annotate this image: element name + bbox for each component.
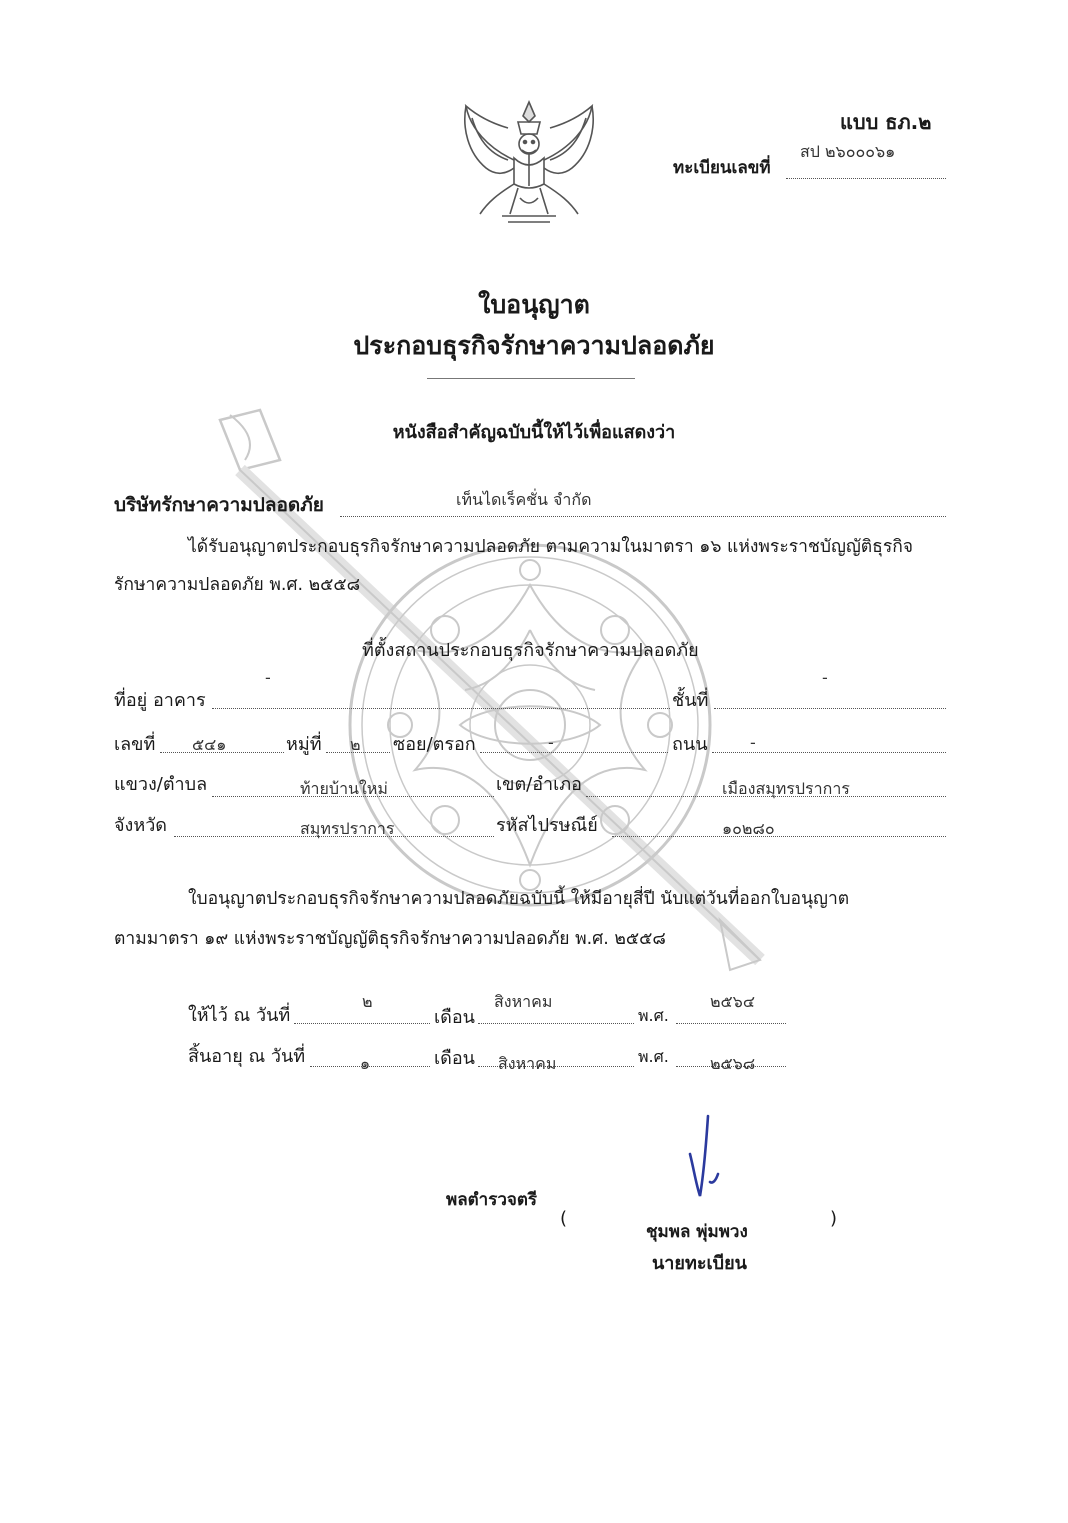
validity-paragraph-line-1: ใบอนุญาตประกอบธุรกิจรักษาความปลอดภัยฉบับนี้ ให้มีอายุสี่ปี นับแต่วันที่ออกใบอนุญาต [188,889,850,909]
registration-label: ทะเบียนเลขที่ [673,158,771,178]
expiry-month: สิงหาคม [498,1054,557,1073]
number-label: เลขที่ [114,734,156,755]
expiry-label: สิ้นอายุ ณ วันที่ [188,1046,306,1067]
issued-month-label: เดือน [434,1007,475,1028]
district-label: เขต/อำเภอ [496,774,582,795]
signer-paren-open: ( [560,1208,568,1229]
signer-rank: พลตำรวจตรี [446,1190,538,1210]
company-label: บริษัทรักษาความปลอดภัย [114,494,324,516]
postal-value: ๑๐๒๘๐ [722,819,775,838]
subdistrict-value: ท้ายบ้านใหม่ [300,779,388,798]
document-subtitle: หนังสือสำคัญฉบับนี้ให้ไว้เพื่อแสดงว่า [392,422,676,443]
signature-mark [680,1110,730,1202]
soi-dotted-line [480,752,668,753]
signer-paren-close: ) [830,1208,838,1229]
issued-month-dotted-line [478,1023,634,1024]
soi-label: ซอย/ตรอก [393,734,476,755]
location-heading: ที่ตั้งสถานประกอบธุรกิจรักษาความปลอดภัย [362,640,699,661]
road-value: - [750,733,756,752]
grant-paragraph-line-1: ได้รับอนุญาตประกอบธุรกิจรักษาความปลอดภัย ตามความในมาตรา ๑๖ แห่งพระราชบัญญัติธุรกิจ [188,537,914,557]
moo-value: ๒ [350,735,361,754]
issued-year: ๒๕๖๔ [710,992,755,1011]
building-dotted-line [212,708,670,709]
grant-paragraph-line-2: รักษาความปลอดภัย พ.ศ. ๒๕๕๘ [114,575,361,595]
document-title: ใบอนุญาต [478,290,590,319]
issued-year-label: พ.ศ. [638,1006,669,1025]
building-label: ที่อยู่ อาคาร [114,690,206,711]
road-dotted-line [712,752,946,753]
number-value: ๕๔๑ [192,735,227,754]
floor-label: ชั้นที่ [672,690,709,711]
signer-name: ชุมพล พุ่มพวง [646,1222,748,1242]
expiry-year: ๒๕๖๘ [710,1054,756,1073]
expiry-year-label: พ.ศ. [638,1047,669,1066]
province-label: จังหวัด [114,815,167,836]
company-name: เท็นไดเร็คชั่น จำกัด [456,490,592,509]
postal-dotted-line [612,836,946,837]
subdistrict-label: แขวง/ตำบล [114,774,208,795]
issued-day: ๒ [362,992,373,1011]
province-value: สมุทรปราการ [300,819,395,838]
company-dotted-line [340,516,946,517]
registration-number: สป ๒๖๐๐๐๖๑ [800,142,896,161]
floor-dotted-line [714,708,946,709]
soi-value: - [548,733,554,752]
postal-label: รหัสไปรษณีย์ [496,815,598,836]
moo-label: หมู่ที่ [286,734,322,755]
road-label: ถนน [672,734,708,755]
expiry-day: ๑ [360,1054,371,1073]
issued-month: สิงหาคม [494,992,553,1011]
building-value: - [265,668,271,687]
expiry-month-label: เดือน [434,1048,475,1069]
title-divider [427,378,635,379]
floor-value: - [822,668,828,687]
document-title-business: ประกอบธุรกิจรักษาความปลอดภัย [353,331,715,360]
issued-year-dotted-line [676,1023,786,1024]
registration-dotted-line [786,178,946,179]
district-value: เมืองสมุทรปราการ [722,779,850,798]
issued-label: ให้ไว้ ณ วันที่ [188,1005,291,1026]
validity-paragraph-line-2: ตามมาตรา ๑๙ แห่งพระราชบัญญัติธุรกิจรักษาความปลอดภัย พ.ศ. ๒๕๕๘ [114,929,666,949]
issued-day-dotted-line [294,1023,430,1024]
form-code: แบบ ธภ.๒ [840,110,932,134]
signer-position: นายทะเบียน [652,1253,747,1274]
garuda-emblem-icon [458,98,600,230]
